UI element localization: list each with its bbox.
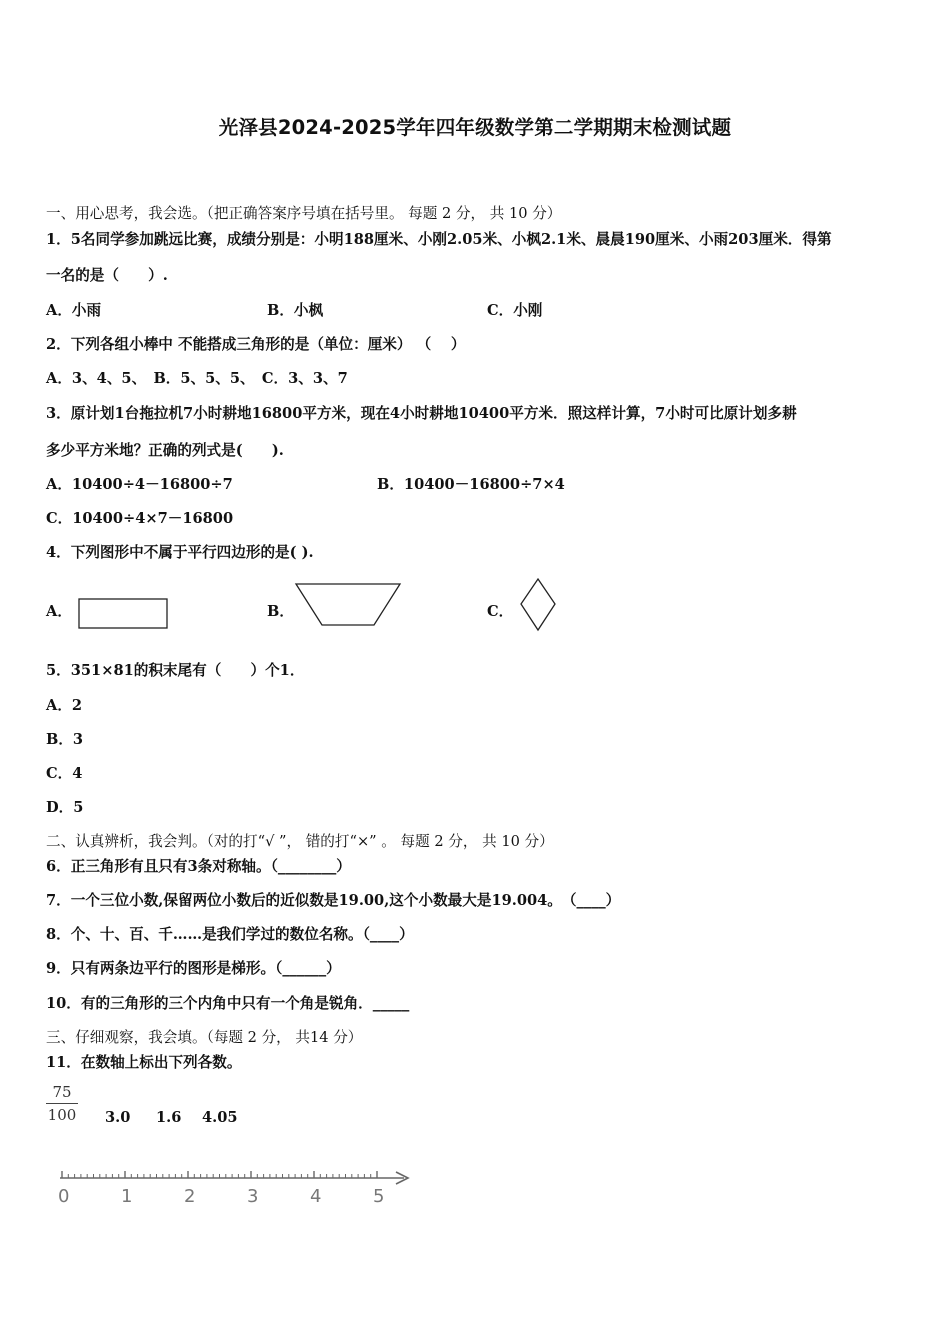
q3-option-a[interactable]: A．10400÷4－16800÷7 [46,476,233,493]
axis-label: 4 [310,1186,322,1207]
q5-option-a[interactable]: A．2 [46,697,83,714]
number-4-05: 4.05 [202,1109,238,1126]
axis-label: 0 [58,1186,70,1207]
q7: 7．一个三位小数,保留两位小数后的近似数是19.00,这个小数最大是19.004。 （____） [46,892,621,909]
q1-option-a[interactable]: A．小雨 [46,302,102,319]
q2-options[interactable]: A．3、4、5、 B．5、5、5、 C．3、3、7 [46,370,348,387]
axis-label: 1 [121,1186,133,1207]
trapezoid-figure [294,582,404,628]
q4-stem: 4．下列图形中不属于平行四边形的是( ). [46,544,314,561]
section-1-heading: 一、用心思考，我会选。（把正确答案序号填在括号里。 每题 2 分， 共 10 分） [46,205,562,222]
q2-stem: 2．下列各组小棒中 不能搭成三角形的是（单位：厘米） （ ） [46,336,466,353]
q1-stem-line1: 1．5名同学参加跳远比赛，成绩分别是：小明188厘米、小刚2.05米、小枫2.1米、晨晨190厘米、小雨203厘米．得第 [46,231,832,248]
q4-option-a[interactable]: A． [46,603,72,620]
q10: 10．有的三角形的三个内角中只有一个角是锐角．_____ [46,995,410,1012]
q11-stem: 11．在数轴上标出下列各数。 [46,1054,242,1071]
q9: 9．只有两条边平行的图形是梯形。（______） [46,960,341,977]
q5-option-d[interactable]: D．5 [46,799,84,816]
q3-stem-line1: 3．原计划1台拖拉机7小时耕地16800平方米，现在4小时耕地10400平方米．照这样计算，7小时可比原计划多耕 [46,405,797,422]
q4-option-b[interactable]: B． [267,603,294,620]
section-2-heading: 二、认真辨析，我会判。（对的打“√ ”， 错的打“×” 。 每题 2 分， 共 10 分） [46,833,554,850]
section-3-heading: 三、仔细观察，我会填。（每题 2 分， 共14 分） [46,1029,363,1046]
fraction-bar [46,1103,78,1104]
q6: 6．正三角形有且只有3条对称轴。（________） [46,858,351,875]
q5-stem: 5．351×81的积末尾有（ ）个1． [46,662,305,679]
q3-option-b[interactable]: B．10400－16800÷7×4 [377,476,565,493]
fraction [46,1083,78,1124]
number-line-ticks [62,1171,377,1178]
q3-option-c[interactable]: C．10400÷4×7－16800 [46,510,234,527]
axis-label: 3 [247,1186,259,1207]
axis-label: 5 [373,1186,385,1207]
number-line[interactable] [50,1160,420,1216]
q5-option-c[interactable]: C．4 [46,765,83,782]
fraction-numerator: 75 [52,1083,72,1101]
q3-stem-line2: 多少平方米地？正确的列式是( ). [46,442,284,459]
q1-stem-line2: 一名的是（ ）. [46,267,168,284]
q1-option-b[interactable]: B．小枫 [267,302,324,319]
number-1-6: 1.6 [156,1109,182,1126]
rhombus-figure [517,577,559,633]
number-line-labels [58,1186,384,1207]
number-3-0: 3.0 [105,1109,131,1126]
q4-option-c[interactable]: C． [487,603,514,620]
q8: 8．个、十、百、千……是我们学过的数位名称。（____） [46,926,414,943]
fraction-denominator: 100 [47,1106,77,1124]
q1-option-c[interactable]: C．小刚 [487,302,543,319]
q5-option-b[interactable]: B．3 [46,731,84,748]
axis-label: 2 [184,1186,196,1207]
rectangle-figure [78,598,170,632]
page-title: 光泽县2024-2025学年四年级数学第二学期期末检测试题 [218,116,732,139]
